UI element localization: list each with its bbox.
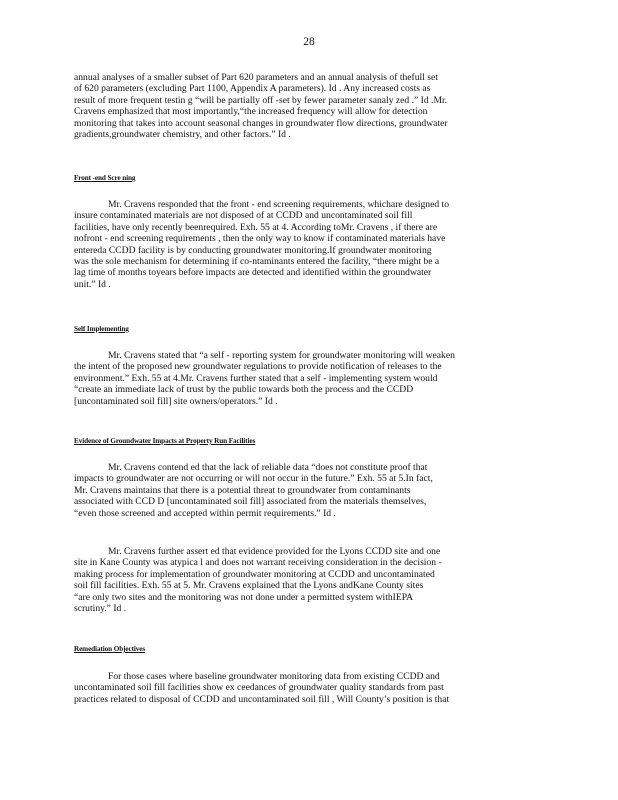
section-heading-evidence-of-groundwater-impacts: Evidence of Groundwater Impacts at Property Run Facilities <box>74 437 256 445</box>
text-line: of 620 parameters (excluding Part 1100, Appendix A parameters). Id . Any increased costs as <box>74 83 431 95</box>
text-line: impacts to groundwater are not occurring or will not occur in the future.” Exh. 55 at 5.In fact, <box>74 473 433 485</box>
text-line: the intent of the proposed new groundwater regulations to provide notification of releases to the <box>74 361 442 373</box>
paragraph-evidence-of-groundwater-impacts <box>74 462 542 519</box>
text-line: “are only two sites and the monitoring was not done under a permitted system withIEPA <box>74 591 414 603</box>
text-line: annual analyses of a smaller subset of Part 620 parameters and an annual analysis of thefull set <box>74 72 438 83</box>
text-line: Mr. Cravens maintains that there is a potential threat to groundwater from contaminants <box>74 484 411 496</box>
section-heading-front-end-screening: Front -end Scre ning <box>74 174 136 182</box>
text-line: environment.” Exh. 55 at 4.Mr. Cravens further stated that a self - implementing system would <box>74 372 438 384</box>
section-heading-remediation-objectives: Remediation Objectives <box>74 645 146 653</box>
paragraph-remediation-objectives <box>74 671 542 705</box>
text-line: Mr. Cravens stated that “a self - reporting system for groundwater monitoring will weaken <box>108 350 455 361</box>
text-line: was the sole mechanism for determining if co-ntaminants entered the facility, “there might be a <box>74 256 440 268</box>
text-line: scrutiny.” Id . <box>74 603 127 615</box>
text-line: lag time of months toyears before impacts are detected and identified within the groundwater <box>74 267 432 279</box>
text-line: associated with CCD D [uncontaminated soil fill] associated from the materials themselves, <box>74 496 427 508</box>
text-line: Cravens emphasized that most importantly,“the increased frequency will allow for detection <box>74 106 428 118</box>
paragraph-front-end-screening <box>74 199 542 290</box>
text-line: Mr. Cravens responded that the front - end screening requirements, whichare designed to <box>108 199 450 210</box>
text-line: uncontaminated soil fill facilities show ex ceedances of groundwater quality standards from past <box>74 682 444 694</box>
paragraph-self-implementing <box>74 350 542 407</box>
section-heading-self-implementing: Self Implementing <box>74 325 129 333</box>
text-line: practices related to disposal of CCDD and uncontaminated soil fill , Will County’s position is that <box>74 693 450 705</box>
text-line: facilities, have only recently beenrequired. Exh. 55 at 4. According toMr. Cravens , if there are <box>74 221 438 233</box>
paragraph-lyons-site-evidence <box>74 546 542 614</box>
text-line: entereda CCDD facility is by conducting groundwater monitoring.If groundwater monitoring <box>74 244 432 256</box>
text-line: insure contaminated materials are not disposed of at CCDD and uncontaminated soil fill <box>74 210 413 222</box>
text-line: [uncontaminated soil fill] site owners/operators.” Id . <box>74 395 278 407</box>
text-line: “create an immediate lack of trust by the public towards both the process and the CCDD <box>74 384 414 396</box>
text-line: soil fill facilities. Exh. 55 at 5. Mr. Cravens explained that the Lyons andKane County sites <box>74 580 424 592</box>
page-number: 28 <box>303 36 315 48</box>
text-line: making process for implementation of groundwater monitoring at CCDD and uncontaminated <box>74 568 435 580</box>
text-line: unit.” Id . <box>74 278 111 290</box>
text-line: gradients,groundwater chemistry, and other factors.” Id . <box>74 129 291 141</box>
text-line: Mr. Cravens contend ed that the lack of reliable data “does not constitute proof that <box>108 462 428 473</box>
text-line: monitoring that takes into account seasonal changes in groundwater flow directions, groundwater <box>74 117 448 129</box>
text-line: result of more frequent testin g “will be partially off -set by fewer parameter sanaly zed .” Id .Mr. <box>74 94 448 106</box>
text-line: site in Kane County was atypica l and does not warrant receiving consideration in the decision - <box>74 557 442 569</box>
text-line: “even those screened and accepted within permit requirements.” Id . <box>74 507 336 519</box>
text-line: Mr. Cravens further assert ed that evidence provided for the Lyons CCDD site and one <box>108 546 441 557</box>
text-line: For those cases where baseline groundwater monitoring data from existing CCDD and <box>108 671 440 682</box>
text-line: nofront - end screening requirements , then the only way to know if contaminated materials have <box>74 233 446 245</box>
paragraph-intro-text <box>74 72 542 140</box>
